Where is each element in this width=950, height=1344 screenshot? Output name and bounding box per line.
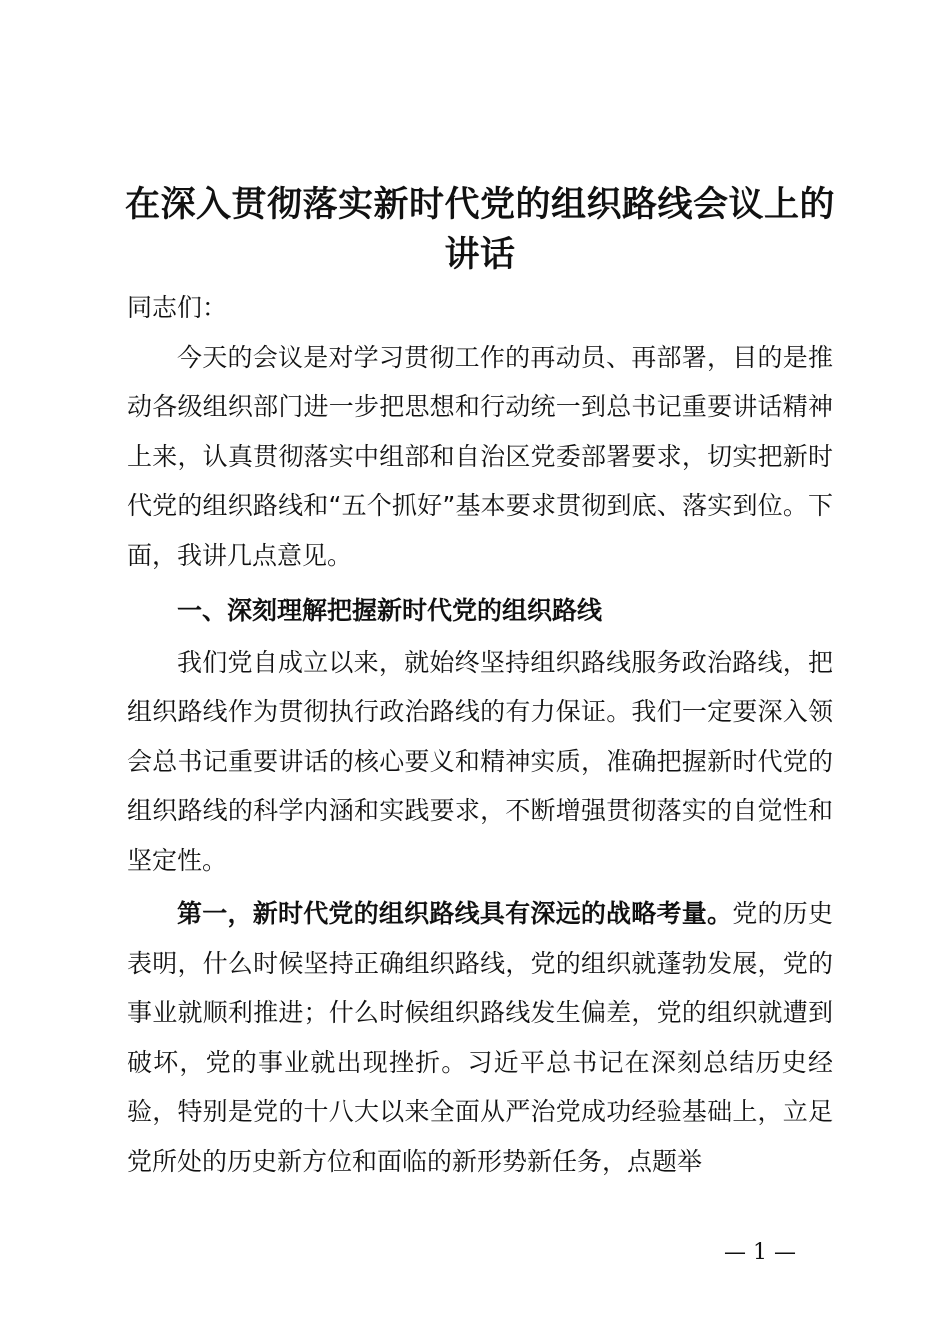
point-1-lead: 第一，新时代党的组织路线具有深远的战略考量。 [177,899,733,928]
page-number: — 1 — [724,1240,796,1265]
document-title: 在深入贯彻落实新时代党的组织路线会议上的讲话 [124,185,835,275]
document-body [127,283,833,1186]
intro-paragraph: 今天的会议是对学习贯彻工作的再动员、再部署，目的是推动各级组织部门进一步把思想和行动统一到总书记重要讲话精神上来，认真贯彻落实中组部和自治区党委部署要求，切实把新时代党的组织路线和“五个抓好”基本要求贯彻到底、落实到位。下面，我讲几点意见。 [127,342,833,570]
salutation: 同志们： [127,293,228,322]
section-1-paragraph: 我们党自成立以来，就始终坚持组织路线服务政治路线，把组织路线作为贯彻执行政治路线的有力保证。我们一定要深入领会总书记重要讲话的核心要义和精神实质，准确把握新时代党的组织路线的科学内涵和实践要求，不断增强贯彻落实的自觉性和坚定性。 [127,647,833,875]
section-heading-1: 一、深刻理解把握新时代党的组织路线 [177,596,603,625]
point-1-body: 党的历史表明，什么时候坚持正确组织路线，党的组织就蓬勃发展，党的事业就顺利推进；什么时候组织路线发生偏差，党的组织就遭到破坏，党的事业就出现挫折。习近平总书记在深刻总结历史经验，特别是党的十八大以来全面从严治党成功经验基础上，立足党所处的历史新方位和面临的新形势新任务，点题举 [127,899,833,1176]
point-1-paragraph [127,889,833,1186]
